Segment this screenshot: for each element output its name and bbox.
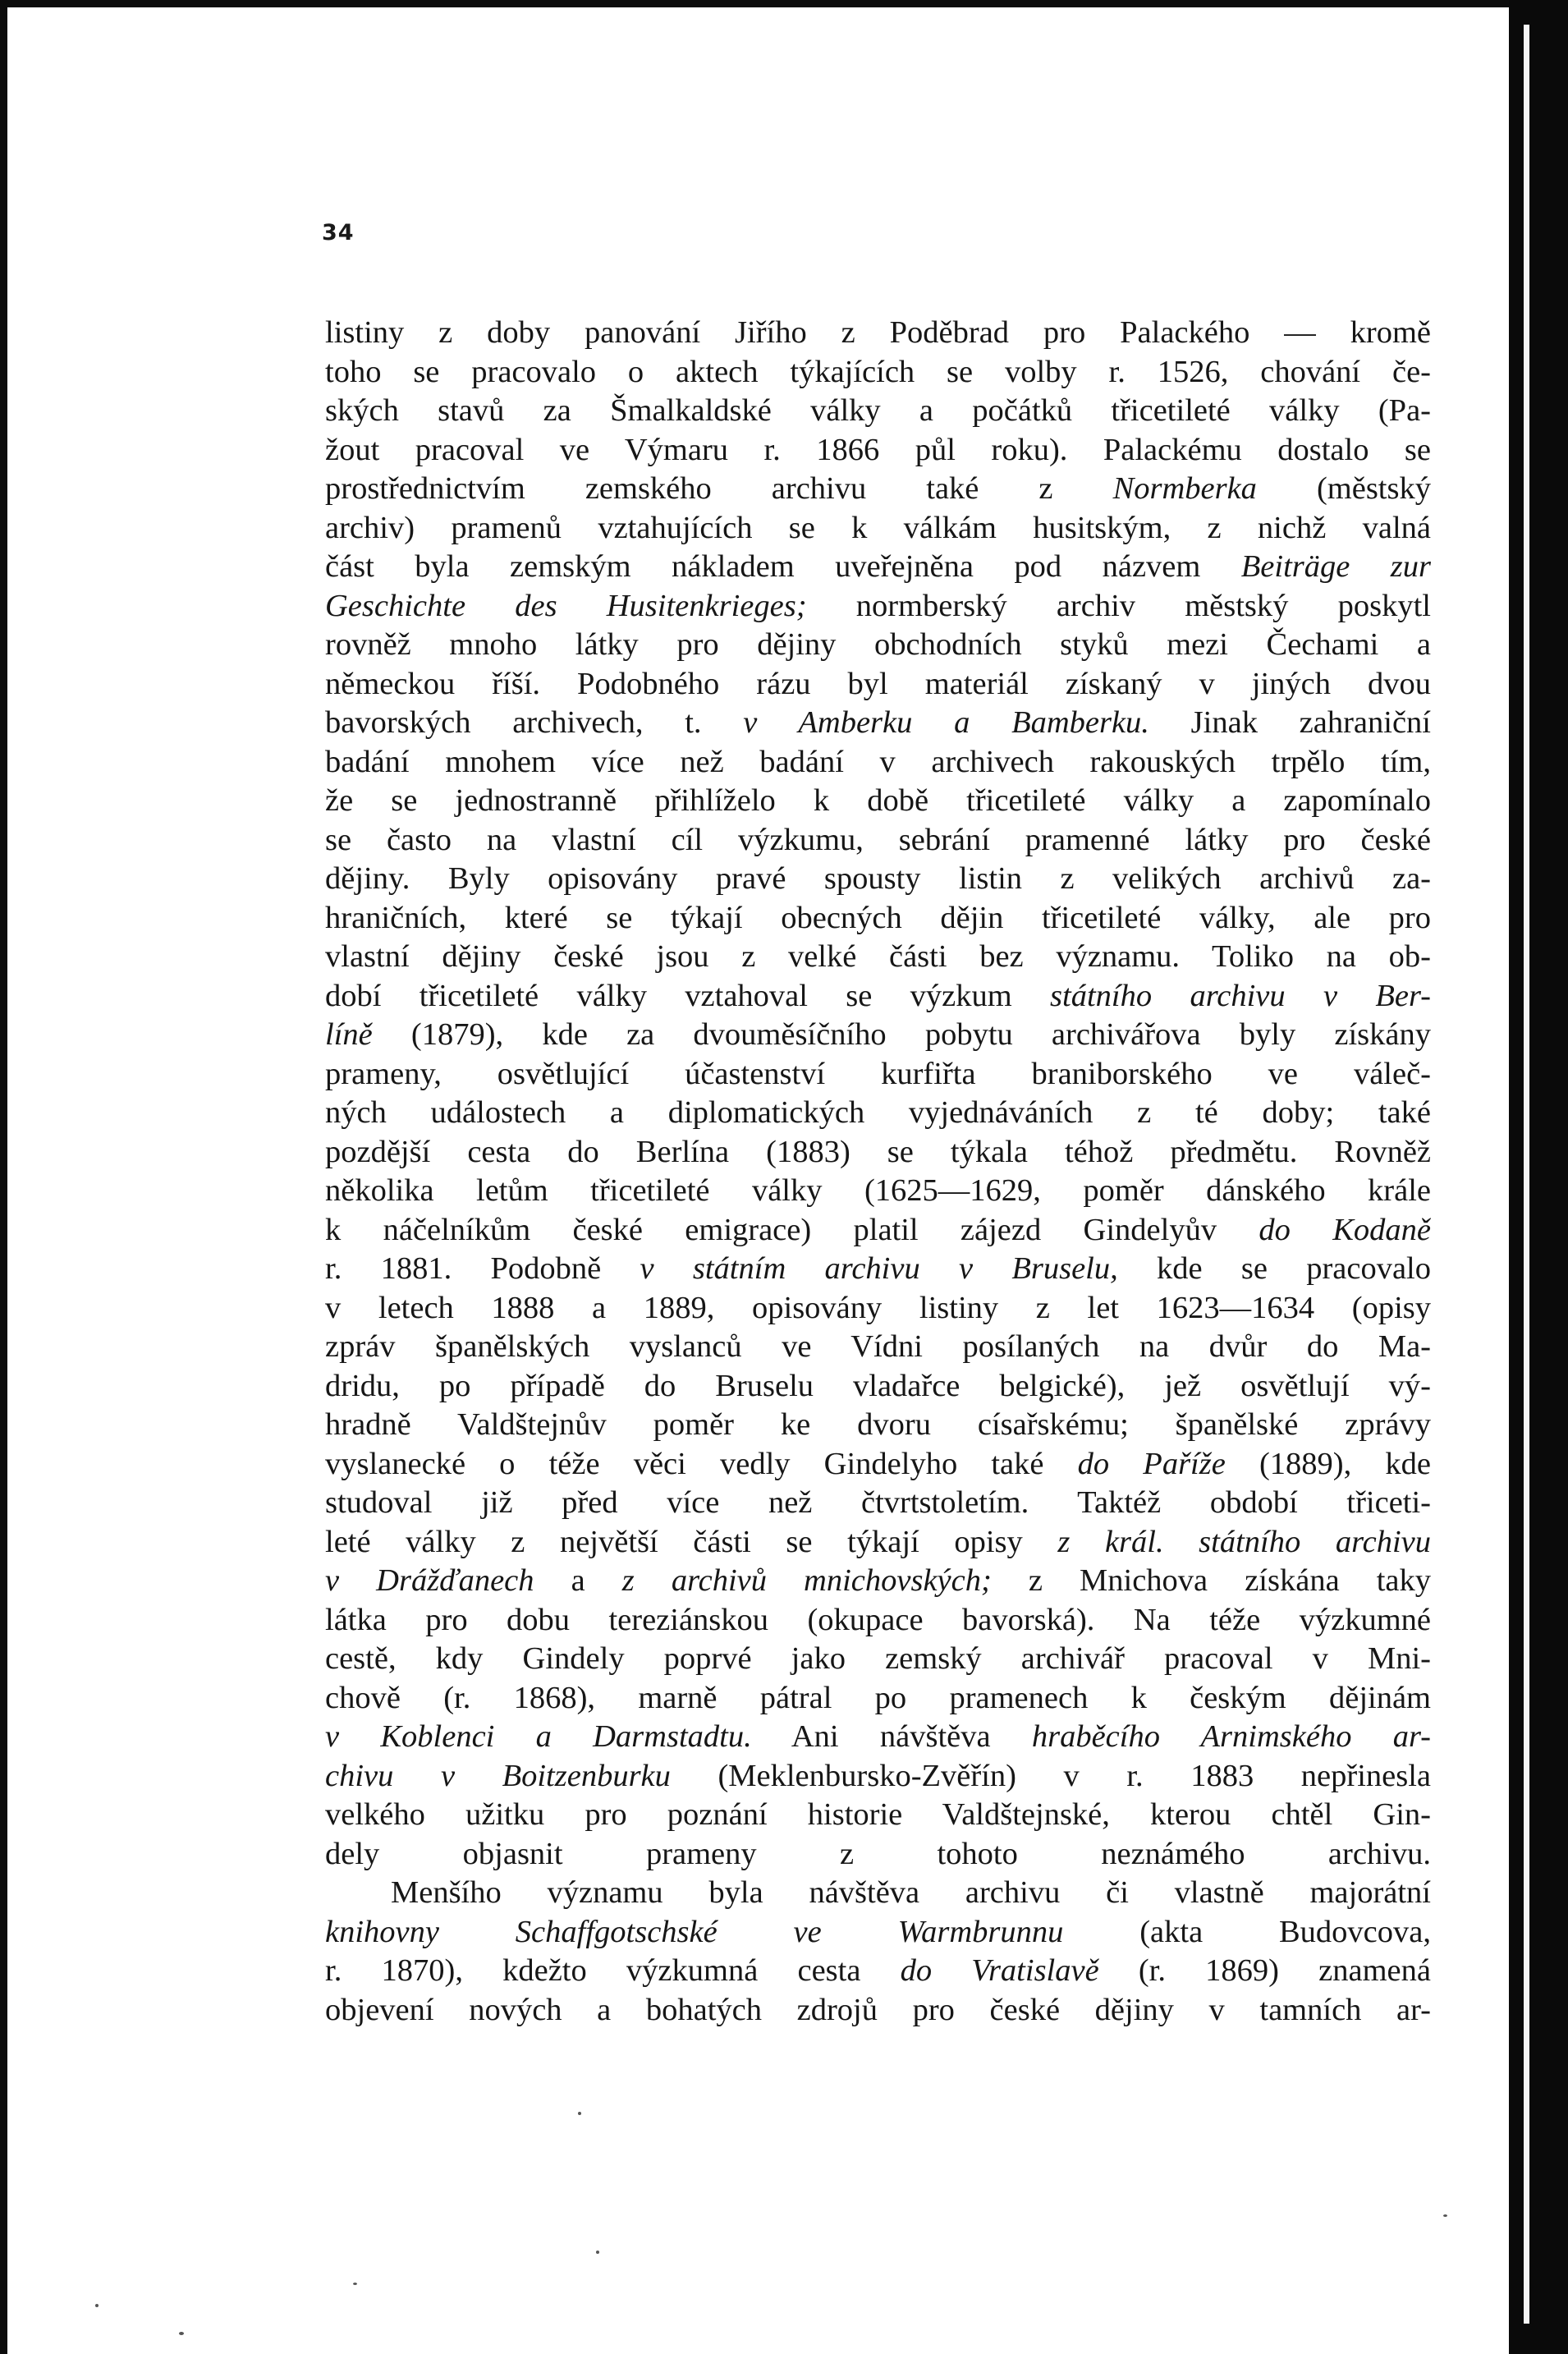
- italic-segment: hraběcího Arnimského ar-: [1031, 1719, 1431, 1754]
- text-line: [325, 1913, 1431, 1952]
- text-segment: (městský: [1256, 471, 1431, 506]
- text-line: [325, 1796, 1431, 1835]
- italic-segment: Beiträge zur: [1240, 549, 1431, 584]
- text-line: [325, 1328, 1431, 1367]
- italic-segment: v Amberku a Bamberku.: [743, 705, 1149, 740]
- text-segment: ských stavů za Šmalkaldské války a počátků třicetileté války (Pa-: [325, 393, 1431, 428]
- text-segment: prostřednictvím zemského archivu také z: [325, 471, 1113, 506]
- body-text: [325, 314, 1431, 2030]
- italic-segment: líně: [325, 1017, 373, 1052]
- text-segment: (1879), kde za dvouměsíčního pobytu archivářova byly získány: [372, 1017, 1431, 1052]
- text-line: [325, 1367, 1431, 1406]
- text-segment: (akta Budovcova,: [1063, 1914, 1431, 1949]
- scan-speck: [353, 2283, 357, 2285]
- text-segment: velkého užitku pro poznání historie Valdštejnské, kterou chtěl Gin-: [325, 1797, 1431, 1832]
- italic-segment: z archivů mnichovských;: [621, 1563, 992, 1598]
- text-line: [325, 1640, 1431, 1679]
- text-line: [325, 470, 1431, 509]
- text-segment: látka pro dobu tereziánskou (okupace bavorská). Na téže výzkumné: [325, 1602, 1431, 1637]
- text-line: [325, 1679, 1431, 1718]
- text-line: [325, 392, 1431, 431]
- italic-segment: státního archivu v Ber-: [1050, 978, 1431, 1013]
- text-segment: dridu, po případě do Bruselu vladařce belgické), jež osvětlují vý-: [325, 1368, 1431, 1403]
- text-line: [325, 743, 1431, 782]
- scan-speck: [179, 2332, 184, 2335]
- text-segment: Jinak zahraniční: [1148, 705, 1431, 740]
- text-segment: bavorských archivech, t.: [325, 705, 744, 740]
- text-line: [325, 1874, 1431, 1913]
- text-segment: leté války z největší části se týkají opisy: [325, 1524, 1058, 1559]
- scan-speck: [578, 2112, 581, 2115]
- text-segment: hradně Valdštejnův poměr ke dvoru císařskému; španělské zprávy: [325, 1407, 1431, 1442]
- text-line: [325, 938, 1431, 977]
- italic-segment: v Koblenci a Darmstadtu.: [325, 1719, 752, 1754]
- italic-segment: Normberka: [1112, 471, 1257, 506]
- text-line: [325, 1523, 1431, 1562]
- text-segment: část byla zemským nákladem uveřejněna pod názvem: [325, 549, 1241, 584]
- text-segment: německou říší. Podobného rázu byl materiál získaný v jiných dvou: [325, 666, 1431, 701]
- italic-segment: chivu v Boitzenburku: [325, 1758, 671, 1793]
- text-line: [325, 626, 1431, 665]
- text-line: [325, 1250, 1431, 1289]
- scan-border-left: [0, 0, 7, 2354]
- scan-border-right: [1509, 0, 1568, 2354]
- italic-segment: v Drážďanech: [325, 1563, 534, 1598]
- text-line: [325, 1601, 1431, 1640]
- text-segment: archiv) pramenů vztahujících se k válkám husitským, z nichž valná: [325, 510, 1431, 545]
- text-segment: (1889), kde: [1225, 1446, 1431, 1481]
- text-line: [325, 431, 1431, 470]
- text-line: [325, 1757, 1431, 1796]
- text-line: [325, 587, 1431, 626]
- text-line: [325, 704, 1431, 743]
- text-line: [325, 860, 1431, 899]
- text-line: [325, 1718, 1431, 1757]
- italic-segment: knihovny Schaffgotschské ve Warmbrunnu: [325, 1914, 1064, 1949]
- text-line: [325, 509, 1431, 548]
- text-segment: toho se pracovalo o aktech týkajících se volby r. 1526, chování če-: [325, 354, 1431, 389]
- text-segment: r. 1870), kdežto výzkumná cesta: [325, 1953, 901, 1988]
- text-segment: žout pracoval ve Výmaru r. 1866 půl roku). Palackému dostalo se: [325, 432, 1431, 467]
- italic-segment: Geschichte des Husitenkrieges;: [325, 588, 807, 623]
- italic-segment: z král. státního archivu: [1057, 1524, 1431, 1559]
- text-line: [325, 899, 1431, 938]
- text-segment: dely objasnit prameny z tohoto neznámého archivu.: [325, 1836, 1431, 1871]
- text-segment: dějiny. Byly opisovány pravé spousty listin z velikých archivů za-: [325, 861, 1431, 896]
- text-segment: hraničních, které se týkají obecných dějin třicetileté války, ale pro: [325, 900, 1431, 935]
- text-segment: r. 1881. Podobně: [325, 1251, 640, 1286]
- text-line: [325, 1289, 1431, 1328]
- text-line: [325, 1445, 1431, 1484]
- italic-segment: do Kodaně: [1259, 1212, 1431, 1247]
- scan-speck: [596, 2251, 599, 2254]
- text-segment: chově (r. 1868), marně pátral po pramenech k českým dějinám: [325, 1680, 1431, 1715]
- text-segment: a: [534, 1563, 622, 1598]
- text-segment: badání mnohem více než badání v archivech rakouských trpělo tím,: [325, 744, 1431, 779]
- text-line: [325, 1952, 1431, 1991]
- italic-segment: do Paříže: [1077, 1446, 1226, 1481]
- text-segment: zpráv španělských vyslanců ve Vídni posílaných na dvůr do Ma-: [325, 1329, 1431, 1364]
- text-line: [325, 1094, 1431, 1133]
- text-segment: cestě, kdy Gindely poprvé jako zemský archivář pracoval v Mni-: [325, 1641, 1431, 1676]
- text-line: [325, 1016, 1431, 1055]
- text-segment: vyslanecké o téže věci vedly Gindelyho také: [325, 1446, 1078, 1481]
- text-segment: rovněž mnoho látky pro dějiny obchodních styků mezi Čechami a: [325, 627, 1431, 662]
- text-line: [325, 1406, 1431, 1445]
- text-segment: studoval již před více než čtvrtstoletím. Taktéž období třiceti-: [325, 1485, 1431, 1520]
- text-line: [325, 1484, 1431, 1523]
- text-line: [325, 1835, 1431, 1874]
- text-segment: vlastní dějiny české jsou z velké části bez významu. Toliko na ob-: [325, 939, 1431, 974]
- text-segment: se často na vlastní cíl výzkumu, sebrání pramenné látky pro české: [325, 822, 1431, 857]
- text-line: [325, 977, 1431, 1016]
- text-segment: listiny z doby panování Jiřího z Poděbrad pro Palackého — kromě: [325, 315, 1431, 350]
- text-segment: normberský archiv městský poskytl: [806, 588, 1431, 623]
- text-segment: (Meklenbursko-Zvěřín) v r. 1883 nepřinesla: [670, 1758, 1431, 1793]
- text-segment: kde se pracovalo: [1117, 1251, 1431, 1286]
- scan-border-top: [0, 0, 1568, 7]
- text-segment: v letech 1888 a 1889, opisovány listiny z let 1623—1634 (opisy: [325, 1290, 1431, 1325]
- text-line: [325, 314, 1431, 353]
- italic-segment: v státním archivu v Bruselu,: [640, 1251, 1118, 1286]
- text-line: [325, 782, 1431, 821]
- text-line: [325, 821, 1431, 860]
- text-line: [325, 1991, 1431, 2030]
- text-segment: Ani návštěva: [751, 1719, 1032, 1754]
- text-segment: (r. 1869) znamená: [1098, 1953, 1431, 1988]
- text-segment: několika letům třicetileté války (1625—1629, poměr dánského krále: [325, 1173, 1431, 1208]
- text-segment: ných událostech a diplomatických vyjednáváních z té doby; také: [325, 1095, 1431, 1130]
- text-line: [325, 548, 1431, 587]
- scan-speck: [1443, 2214, 1447, 2217]
- text-segment: Menšího významu byla návštěva archivu či vlastně majorátní: [391, 1875, 1431, 1910]
- scan-speck: [95, 2304, 99, 2307]
- text-segment: prameny, osvětlující účastenství kurfiřta braniborského ve váleč-: [325, 1056, 1431, 1091]
- text-line: [325, 1055, 1431, 1094]
- text-line: [325, 665, 1431, 704]
- text-line: [325, 1211, 1431, 1250]
- text-segment: k náčelníkům české emigrace) platil zájezd Gindelyův: [325, 1212, 1259, 1247]
- text-segment: že se jednostranně přihlíželo k době třicetileté války a zapomínalo: [325, 783, 1431, 818]
- scan-edge-highlight: [1524, 25, 1529, 2324]
- text-segment: z Mnichova získána taky: [991, 1563, 1431, 1598]
- text-line: [325, 353, 1431, 392]
- page-number: 34: [322, 220, 355, 245]
- text-segment: objevení nových a bohatých zdrojů pro české dějiny v tamních ar-: [325, 1992, 1431, 2027]
- italic-segment: do Vratislavě: [900, 1953, 1099, 1988]
- text-line: [325, 1172, 1431, 1211]
- text-line: [325, 1133, 1431, 1172]
- text-segment: dobí třicetileté války vztahoval se výzkum: [325, 978, 1051, 1013]
- text-line: [325, 1562, 1431, 1601]
- text-segment: pozdější cesta do Berlína (1883) se týkala téhož předmětu. Rovněž: [325, 1134, 1431, 1169]
